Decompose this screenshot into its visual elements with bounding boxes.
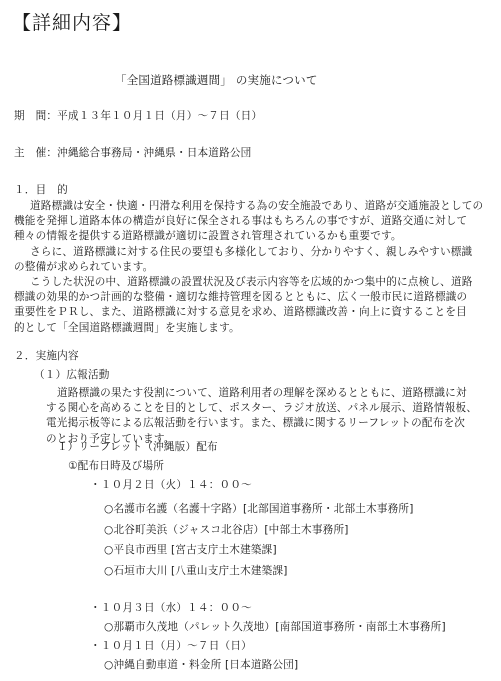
text-line: 機能を発揮し道路本体の構造が良好に保全される事はもちろんの事ですが、道路交通に対して [14,215,468,228]
text-line: 種々の情報を提供する道路標識が適切に設置され管理されているかも重要です。 [14,230,402,243]
text-line: 道路標識は安全・快適・円滑な利用を保持する為の安全施設であり、道路が交通施設としての [30,200,484,212]
text-line: 重要性をＰＲし、また、道路標識に対する意見を求め、道路標識改善・向上に資することを目 [14,306,467,319]
location-item: ○名護市名護（名護十字路）[北部国道事務所・北部土木事務所] [104,503,414,515]
location-item: ○那覇市久茂地（パレット久茂地）[南部国道事務所・南部土木事務所] [104,621,446,633]
schedule-heading: ①配布日時及び場所 [68,460,165,472]
text-line: 道路標識の果たす役割について、道路利用者の理解を深めるとともに、道路標識に対 [57,387,467,399]
location-item: ○沖縄自動車道・料金所 [日本道路公団] [104,659,299,671]
text-line: 標識の効果的かつ計画的な整備・適切な維持管理を図るとともに、広く一般市民に道路標識の [14,291,468,304]
schedule-date: ・１０月３日（水）１４：００～ [90,602,252,614]
location-list [104,499,414,581]
section1-paragraphs [14,199,484,336]
location-item: ○平良市西里 [宮古支庁土木建築課] [104,544,277,556]
section2-heading: ２．実施内容 [14,350,79,362]
section2-paragraph [46,386,478,447]
item-heading: １）リーフレット（沖縄版）配布 [57,441,218,453]
section1-heading: １．目 的 [14,184,68,196]
text-line: する関心を高めることを目的として、ポスター、ラジオ放送、パネル展示、道路情報板、 [46,402,478,415]
text-line: の整備が求められています。 [14,260,154,273]
event-host: 主 催：沖縄総合事務局・沖縄県・日本道路公団 [14,147,252,159]
schedule-date: ・１０月１日（月）～７日（日） [90,640,252,652]
event-period: 期 間：平成１３年１０月１日（月）～７日（日） [14,110,263,122]
document-title: 「全国道路標識週間」 の実施について [115,73,318,87]
text-line: のとおり予定しています。 [46,432,175,445]
location-item: ○石垣市大川 [八重山支庁土木建築課] [104,564,288,577]
header-title: 【詳細内容】 [12,12,133,34]
subsection-heading: （１）広報活動 [34,369,110,381]
schedule-date: ・１０月２日（火）１４：００～ [90,479,252,491]
text-line: こうした状況の中、道路標識の設置状況及び表示内容等を広域的かつ集中的に点検し、道路 [30,275,473,288]
location-item: ○北谷町美浜（ジャスコ北谷店）[中部土木事務所] [104,523,349,536]
text-line: 的として「全国道路標識週間」を実施します。 [14,321,240,334]
text-line: 電光掲示板等による広報活動を行います。また、標識に関するリーフレットの配布を次 [46,417,466,430]
text-line: さらに、道路標識に対する住民の要望も多様化しており、分かりやすく、親しみやすい標識 [30,245,473,258]
